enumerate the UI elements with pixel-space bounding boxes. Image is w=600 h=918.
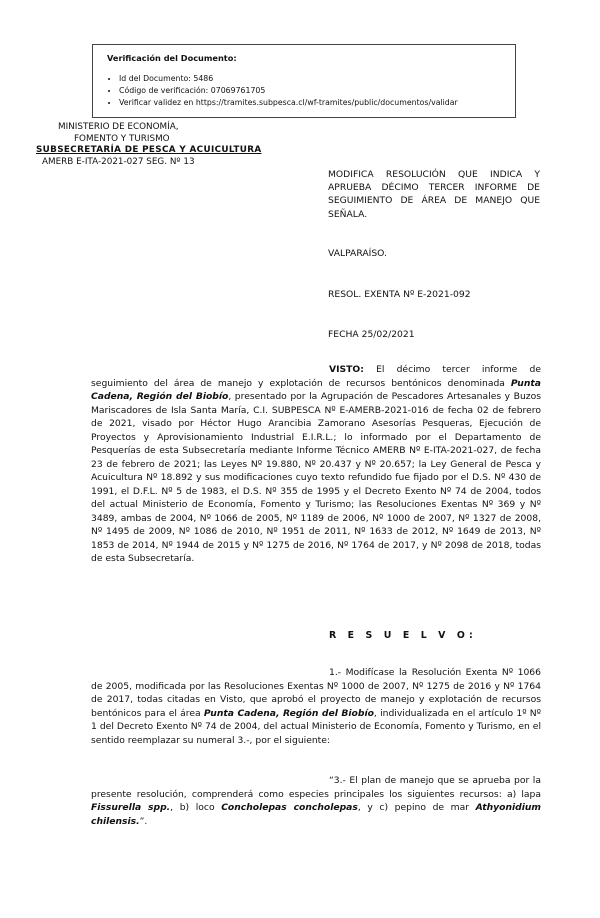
place: VALPARAÍSO.: [328, 248, 387, 259]
sender-block: [28, 122, 298, 168]
ministry-name: MINISTERIO DE ECONOMÍA,: [58, 122, 179, 132]
species-1: Fissurella spp.: [91, 802, 171, 813]
visto-label: VISTO:: [329, 364, 364, 375]
ministry-name-2: FOMENTO Y TURISMO: [74, 133, 170, 144]
article-1: [91, 666, 541, 747]
article-1-text-2: , individualizada en el artículo 1º Nº 1 del Decreto Exento Nº 74 de 2004, del actual Ministerio de Economía, Fomento y Turismo, en el sentido reemplazar su numeral 3.-, por el siguiente:: [91, 707, 541, 746]
verification-box: [92, 44, 516, 118]
resolution-number: RESOL. EXENTA Nº E-2021-092: [328, 289, 471, 300]
species-3: Athyonidium chilensis.: [91, 802, 541, 827]
article-1-area-name: Punta Cadena, Región del Biobío: [203, 707, 374, 719]
quoted-numeral: [91, 774, 541, 828]
visto-paragraph: [91, 363, 541, 566]
quote-text-2: , b) loco: [170, 802, 222, 813]
subject: MODIFICA RESOLUCIÓN QUE INDICA Y APRUEBA DÉCIMO TERCER INFORME DE SEGUIMIENTO DE ÁREA DE MANEJO QUE SEÑALA.: [328, 169, 540, 220]
verification-code: • Código de verificación: 07069761705: [119, 85, 515, 97]
quote-text-4: ”.: [139, 815, 148, 827]
area-name: Punta Cadena, Región del Biobío: [91, 377, 541, 402]
subsecretaria-name: SUBSECRETARÍA DE PESCA Y ACUICULTURA: [36, 145, 262, 155]
visto-text-1: El décimo tercer informe de seguimiento del área de manejo y explotación de recursos bentónicos denominada: [91, 364, 541, 389]
reference-code: AMERB E-ITA-2021-027 SEG. Nº 13: [42, 156, 195, 167]
resolution-date: FECHA 25/02/2021: [328, 329, 415, 340]
document-id: • Id del Documento: 5486: [119, 73, 515, 85]
visto-text-2: , presentado por la Agrupación de Pescadores Artesanales y Buzos Mariscadores de Isla Santa María, C.I. SUBPESCA Nº E-AMERB-2021-016 de fecha 02 de febrero de 2021, visado por Héctor Hugo Arancibia Zamorano Asesorías Pesqueras, Ejecución de Proyectos y Aprovisionamiento Industrial E.I.R.L.; lo informado por el Departamento de Pesquerías de esta Subsecretaría mediante Informe Técnico AMERB Nº E-ITA-2021-027, de fecha 23 de febrero de 2021; las Leyes Nº 19.880, Nº 20.437 y Nº 20.657; la Ley General de Pesca y Acuicultura Nº 18.892 y sus modificaciones cuyo texto refundido fue fijado por el D.S. Nº 430 de 1991, el D.F.L. Nº 5 de 1983, el D.S. Nº 355 de 1995 y el Decreto Exento Nº 74 de 2004, todos del actual Ministerio de Economía, Fomento y Turismo; las Resoluciones Exentas Nº 369 y Nº 3489, ambas de 2004, Nº 1066 de 2005, Nº 1189 de 2006, Nº 1000 de 2007, Nº 1327 de 2008, Nº 1495 de 2009, Nº 1086 de 2010, Nº 1951 de 2011, Nº 1633 de 2012, Nº 1649 de 2013, Nº 1853 de 2014, Nº 1944 de 2015 y Nº 1275 de 2016, Nº 1764 de 2017, y Nº 2098 de 2018, todas de esta Subsecretaría.: [91, 391, 542, 564]
quote-text-1: “3.- El plan de manejo que se aprueba por la presente resolución, comprenderá como especies principales los siguientes recursos: a) lapa: [91, 775, 541, 800]
resuelvo-heading: R E S U E L V O:: [329, 630, 477, 641]
quote-text-3: , y c) pepino de mar: [357, 802, 476, 813]
article-1-text-1: 1.- Modifícase la Resolución Exenta Nº 1066 de 2005, modificada por las Resoluciones Exentas Nº 1000 de 2007, Nº 1275 de 2016 y Nº 1764 de 2017, todas citadas en Visto, que aprobó el proyecto de manejo y explotación de recursos bentónicos para el área: [91, 667, 541, 719]
verification-url[interactable]: • Verificar validez en https://tramites.subpesca.cl/wf-tramites/public/documentos/validar: [119, 97, 515, 109]
verification-list: [107, 73, 515, 109]
verification-title: Verificación del Documento:: [107, 53, 237, 63]
species-2: Concholepas concholepas: [221, 802, 358, 813]
